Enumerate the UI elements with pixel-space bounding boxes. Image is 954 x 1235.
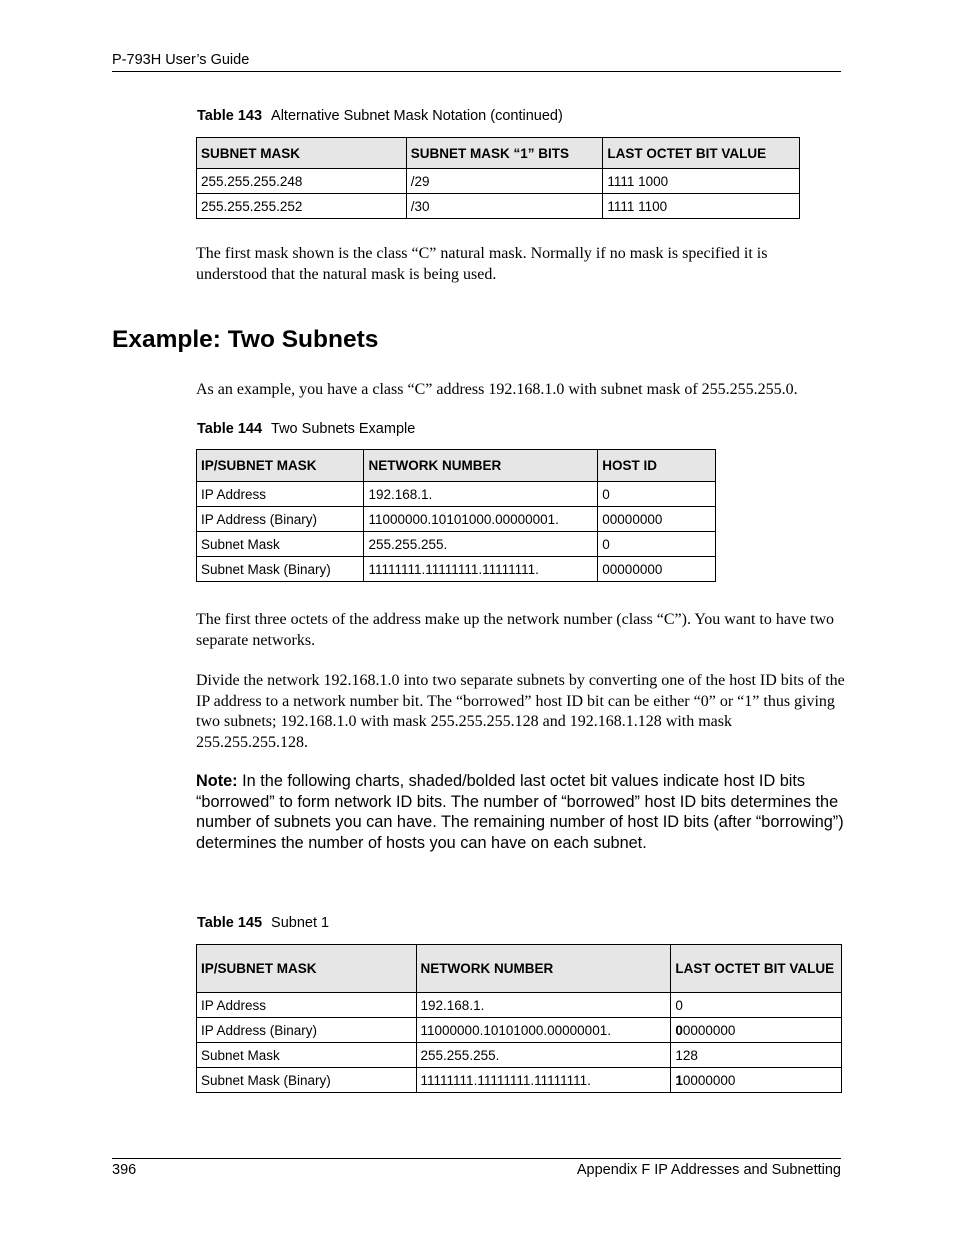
column-header: SUBNET MASK xyxy=(197,138,407,169)
table-cell: 1111 1100 xyxy=(603,194,800,219)
table-cell: Subnet Mask (Binary) xyxy=(197,1068,417,1093)
table-cell: IP Address (Binary) xyxy=(197,507,364,532)
remaining-bits: 0000000 xyxy=(682,1072,736,1088)
table-cell: Subnet Mask xyxy=(197,532,364,557)
table-cell: Subnet Mask xyxy=(197,1043,417,1068)
table-cell: 00000000 xyxy=(598,557,716,582)
table-144 xyxy=(196,449,716,582)
note-text: In the following charts, shaded/bolded last octet bit values indicate host ID bits “borrowed” to form network ID bits. The number of “borrowed” host ID bits determines the number of subnets you can have. The remaining number of host ID bits (after “borrowing”) determines the number of hosts you can have on each subnet. xyxy=(196,772,844,852)
column-header: IP/SUBNET MASK xyxy=(197,945,417,993)
footer-section-title: Appendix F IP Addresses and Subnetting xyxy=(576,1162,841,1178)
table-header-row xyxy=(197,945,842,993)
section-heading: Example: Two Subnets xyxy=(112,326,379,353)
table-cell: IP Address xyxy=(197,993,417,1018)
table-header-row xyxy=(197,138,800,169)
footer-rule xyxy=(112,1158,841,1159)
paragraph-divide-network: Divide the network 192.168.1.0 into two separate subnets by converting one of the host ID bits of the IP address to a network number bit. The “borrowed” host ID bit can be either “0” or “1” thus giving two subnets; 192.168.1.0 with mask 255.255.255.128 and 192.168.1.128 with mask 255.255.255.128. xyxy=(196,672,845,751)
table-header-row xyxy=(197,450,716,482)
column-header: IP/SUBNET MASK xyxy=(197,450,364,482)
table-cell: IP Address (Binary) xyxy=(197,1018,417,1043)
note-label: Note: xyxy=(196,772,238,790)
table-cell: /29 xyxy=(406,169,603,194)
table-cell: IP Address xyxy=(197,482,364,507)
borrowed-bit: 1 xyxy=(675,1072,683,1088)
table-row xyxy=(197,169,800,194)
table-cell: 255.255.255. xyxy=(364,532,598,557)
table-143-caption xyxy=(197,108,563,124)
table-cell: 255.255.255.252 xyxy=(197,194,407,219)
remaining-bits: 0 xyxy=(675,997,683,1013)
table-cell: 255.255.255.248 xyxy=(197,169,407,194)
column-header: HOST ID xyxy=(598,450,716,482)
note-block xyxy=(196,771,846,853)
table-145 xyxy=(196,944,842,1093)
table-145-title: Subnet 1 xyxy=(271,915,330,931)
table-cell xyxy=(671,1043,842,1068)
table-row xyxy=(197,557,716,582)
table-cell: 255.255.255. xyxy=(416,1043,671,1068)
table-row xyxy=(197,507,716,532)
table-cell xyxy=(671,993,842,1018)
table-cell xyxy=(671,1018,842,1043)
table-row xyxy=(197,1018,842,1043)
table-row xyxy=(197,532,716,557)
table-cell: 11111111.11111111.11111111. xyxy=(364,557,598,582)
table-144-label: Table 144 xyxy=(197,421,263,437)
table-cell xyxy=(671,1068,842,1093)
paragraph-natural-mask: The first mask shown is the class “C” natural mask. Normally if no mask is specified it is understood that the natural mask is being used. xyxy=(196,245,768,283)
column-header: LAST OCTET BIT VALUE xyxy=(671,945,842,993)
table-145-caption xyxy=(197,915,329,931)
table-144-title: Two Subnets Example xyxy=(271,421,416,437)
table-cell: 11000000.10101000.00000001. xyxy=(416,1018,671,1043)
paragraph-three-octets: The first three octets of the address make up the network number (class “C”). You want to have two separate networks. xyxy=(196,611,835,649)
paragraph-example-intro: As an example, you have a class “C” address 192.168.1.0 with subnet mask of 255.255.255.0. xyxy=(196,381,798,398)
table-cell: 192.168.1. xyxy=(364,482,598,507)
table-cell: 0 xyxy=(598,482,716,507)
column-header: NETWORK NUMBER xyxy=(364,450,598,482)
table-row xyxy=(197,1043,842,1068)
table-cell: 11000000.10101000.00000001. xyxy=(364,507,598,532)
header-rule xyxy=(112,71,841,72)
table-cell: 00000000 xyxy=(598,507,716,532)
table-cell: 0 xyxy=(598,532,716,557)
table-cell: 11111111.11111111.11111111. xyxy=(416,1068,671,1093)
table-cell: /30 xyxy=(406,194,603,219)
page-number: 396 xyxy=(112,1162,137,1178)
table-cell: Subnet Mask (Binary) xyxy=(197,557,364,582)
table-143-label: Table 143 xyxy=(197,108,263,124)
table-row xyxy=(197,194,800,219)
table-row xyxy=(197,482,716,507)
table-cell: 1111 1000 xyxy=(603,169,800,194)
table-144-caption xyxy=(197,421,415,437)
table-row xyxy=(197,1068,842,1093)
column-header: SUBNET MASK “1” BITS xyxy=(406,138,603,169)
table-143 xyxy=(196,137,800,219)
table-143-title: Alternative Subnet Mask Notation (continued) xyxy=(271,108,563,124)
table-145-label: Table 145 xyxy=(197,915,263,931)
borrowed-bit: 0 xyxy=(675,1022,683,1038)
table-row xyxy=(197,993,842,1018)
running-header: P-793H User’s Guide xyxy=(112,52,250,68)
column-header: LAST OCTET BIT VALUE xyxy=(603,138,800,169)
column-header: NETWORK NUMBER xyxy=(416,945,671,993)
remaining-bits: 0000000 xyxy=(682,1022,736,1038)
remaining-bits: 128 xyxy=(675,1047,698,1063)
table-cell: 192.168.1. xyxy=(416,993,671,1018)
